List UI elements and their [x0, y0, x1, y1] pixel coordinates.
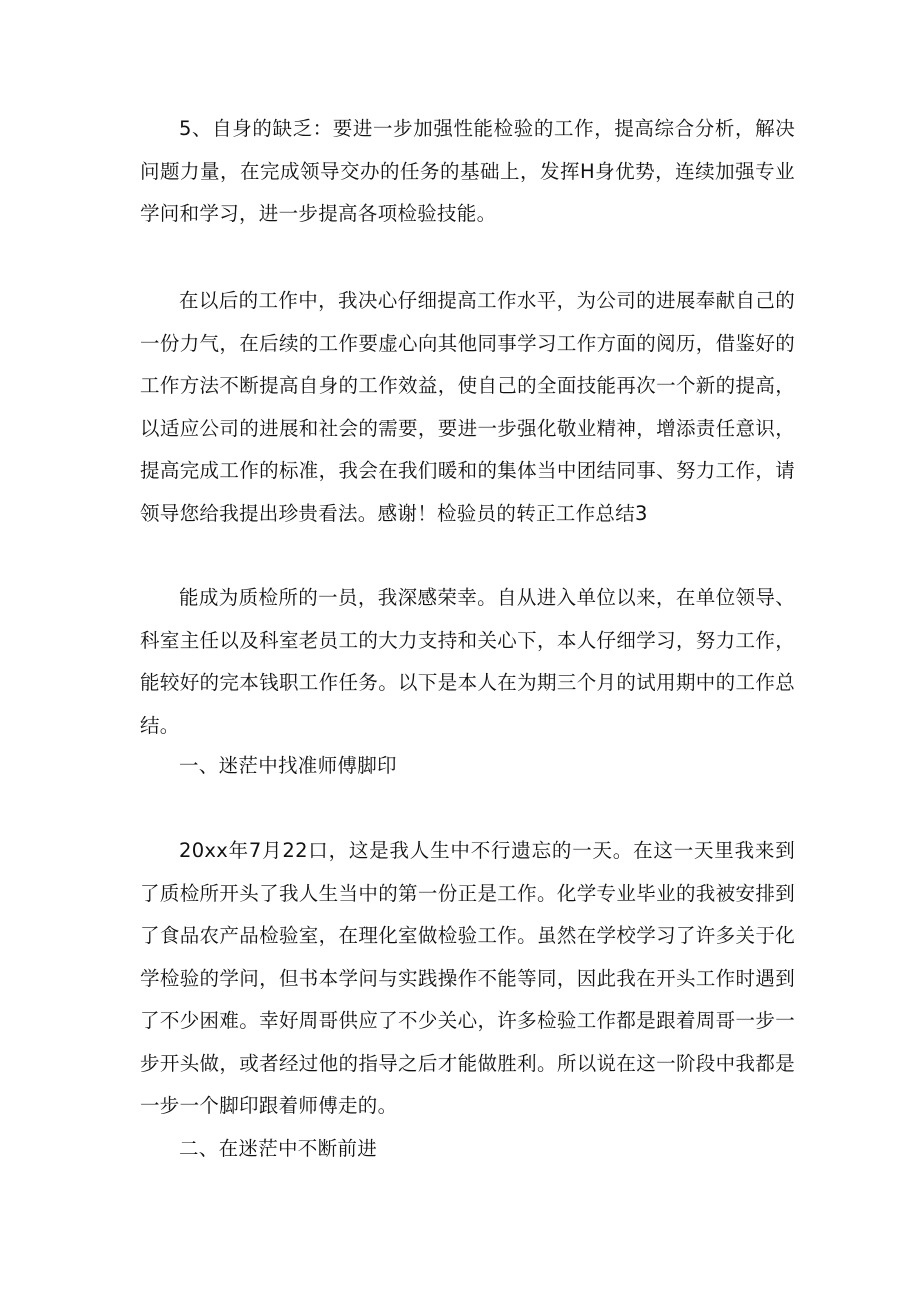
paragraph-future-work: 在以后的工作中，我决心仔细提高工作水平，为公司的进展奉献自己的一份力气，在后续的工作要虚心向其他同事学习工作方面的阅历，借鉴好的工作方法不断提高自身的工作效益，使自己的全面技能再次一个新的提高，以适应公司的进展和社会的需要，要进一步强化敬业精神，增添责任意识，提高完成工作的标准，我会在我们暖和的集体当中团结同事、努力工作，请领导您给我提出珍贵看法。感谢！检验员的转正工作总结3: [140, 289, 795, 525]
paragraph-self-shortcomings: 5、自身的缺乏：要进一步加强性能检验的工作，提高综合分析，解决问题力量，在完成领导交办的任务的基础上，发挥H身优势，连续加强专业学问和学习，进一步提高各项检验技能。: [140, 117, 795, 225]
section-heading-one: 一、迷茫中找准师傅脚印: [179, 754, 397, 777]
paragraph-first-day: 20xx年7月22口，这是我人生中不行遗忘的一天。在这一天里我来到了质检所开头了我人生当中的第一份正是工作。化学专业毕业的我被安排到了食品农产品检验室，在理化室做检验工作。虽然在学校学习了许多关于化学检验的学问，但书本学问与实践操作不能等同，因此我在开头工作时遇到了不少困难。幸好周哥供应了不少关心，许多检验工作都是跟着周哥一步一步开头做，或者经过他的指导之后才能做胜利。所以说在这一阶段中我都是一步一个脚印跟着师傅走的。: [140, 839, 795, 1117]
paragraph-joining-unit: 能成为质检所的一员，我深感荣幸。自从进入单位以来，在单位领导、科室主任以及科室老员工的大力支持和关心下，本人仔细学习，努力工作，能较好的完本钱职工作任务。以下是本人在为期三个月的试用期中的工作总结。: [140, 586, 795, 737]
section-heading-two: 二、在迷茫中不断前进: [179, 1137, 378, 1160]
